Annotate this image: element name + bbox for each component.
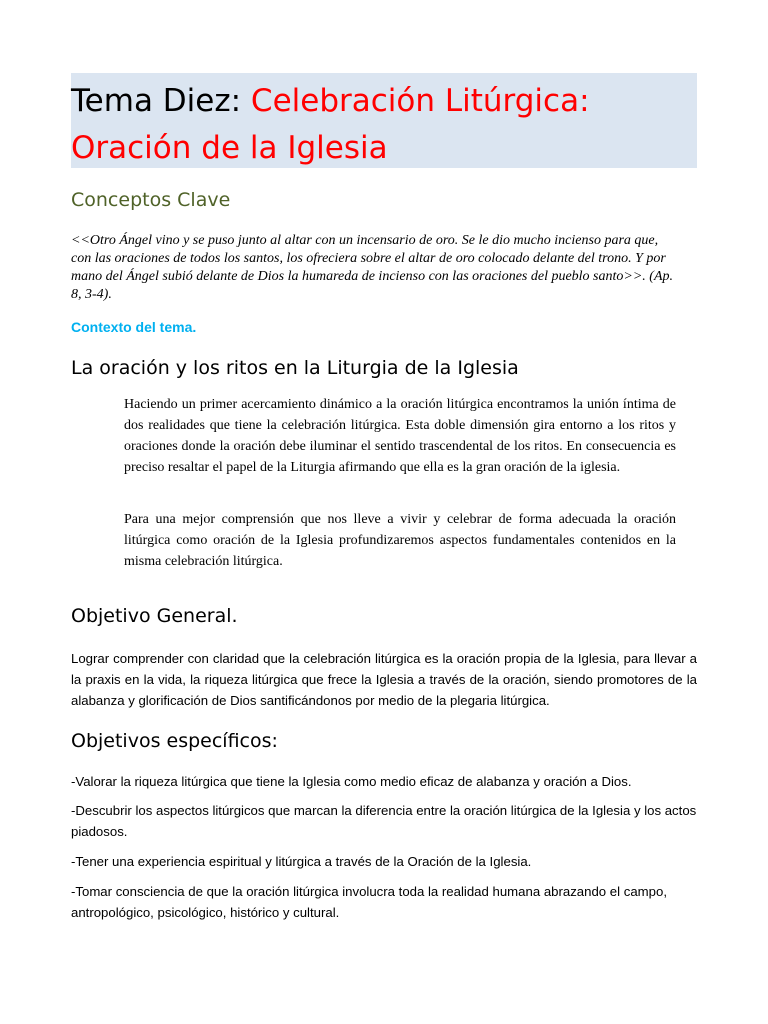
- objective-item: -Valorar la riqueza litúrgica que tiene la Iglesia como medio eficaz de alabanza y oración a Dios.: [71, 774, 632, 789]
- specific-objectives-heading: Objetivos específicos:: [71, 730, 278, 752]
- section-paragraph-2: Para una mejor comprensión que nos lleve a vivir y celebrar de forma adecuada la oración litúrgica como oración de la Iglesia profundizaremos aspectos fundamentales contenidos en la misma celebración litúrgica.: [124, 512, 676, 569]
- page-title: [71, 78, 701, 172]
- title-lead: Tema Diez:: [71, 83, 251, 119]
- objective-item: -Tomar consciencia de que la oración litúrgica involucra toda la realidad humana abrazando el campo, antropológico, psicológico, histórico y cultural.: [71, 884, 667, 920]
- section-heading-liturgy: La oración y los ritos en la Liturgia de la Iglesia: [71, 357, 519, 379]
- general-objective-text: Lograr comprender con claridad que la celebración litúrgica es la oración propia de la Iglesia, para llevar a la praxis en la vida, la riqueza litúrgica que frece la Iglesia a través de la oración, siendo promotores de la alabanza y glorificación de Dios santificándonos por medio de la plegaria litúrgica.: [71, 651, 697, 708]
- section-paragraph-1: Haciendo un primer acercamiento dinámico a la oración litúrgica encontramos la unión íntima de dos realidades que tiene la celebración litúrgica. Esta doble dimensión gira entorno a los ritos y oraciones donde la oración debe iluminar el sentido trascendental de los ritos. En consecuencia es preciso resaltar el papel de la Liturgia afirmando que ella es la gran oración de la iglesia.: [124, 397, 676, 475]
- general-objective-heading: Objetivo General.: [71, 605, 238, 627]
- scripture-quote: <<Otro Ángel vino y se puso junto al altar con un incensario de oro. Se le dio mucho incienso para que, con las oraciones de todos los santos, los ofreciera sobre el altar de oro colocado delante del trono. Y por mano del Ángel subió delante de Dios la humareda de incienso con las oraciones del pueblo santo>>. (Ap. 8, 3-4).: [71, 233, 674, 302]
- context-label: Contexto del tema.: [71, 319, 197, 335]
- concepts-heading: Conceptos Clave: [71, 189, 231, 211]
- objective-item: -Tener una experiencia espiritual y litúrgica a través de la Oración de la Iglesia.: [71, 854, 532, 869]
- title-main: Celebración Litúrgica: Oración de la Iglesia: [71, 83, 590, 166]
- objective-item: -Descubrir los aspectos litúrgicos que marcan la diferencia entre la oración litúrgica de la Iglesia y los actos piadosos.: [71, 803, 697, 839]
